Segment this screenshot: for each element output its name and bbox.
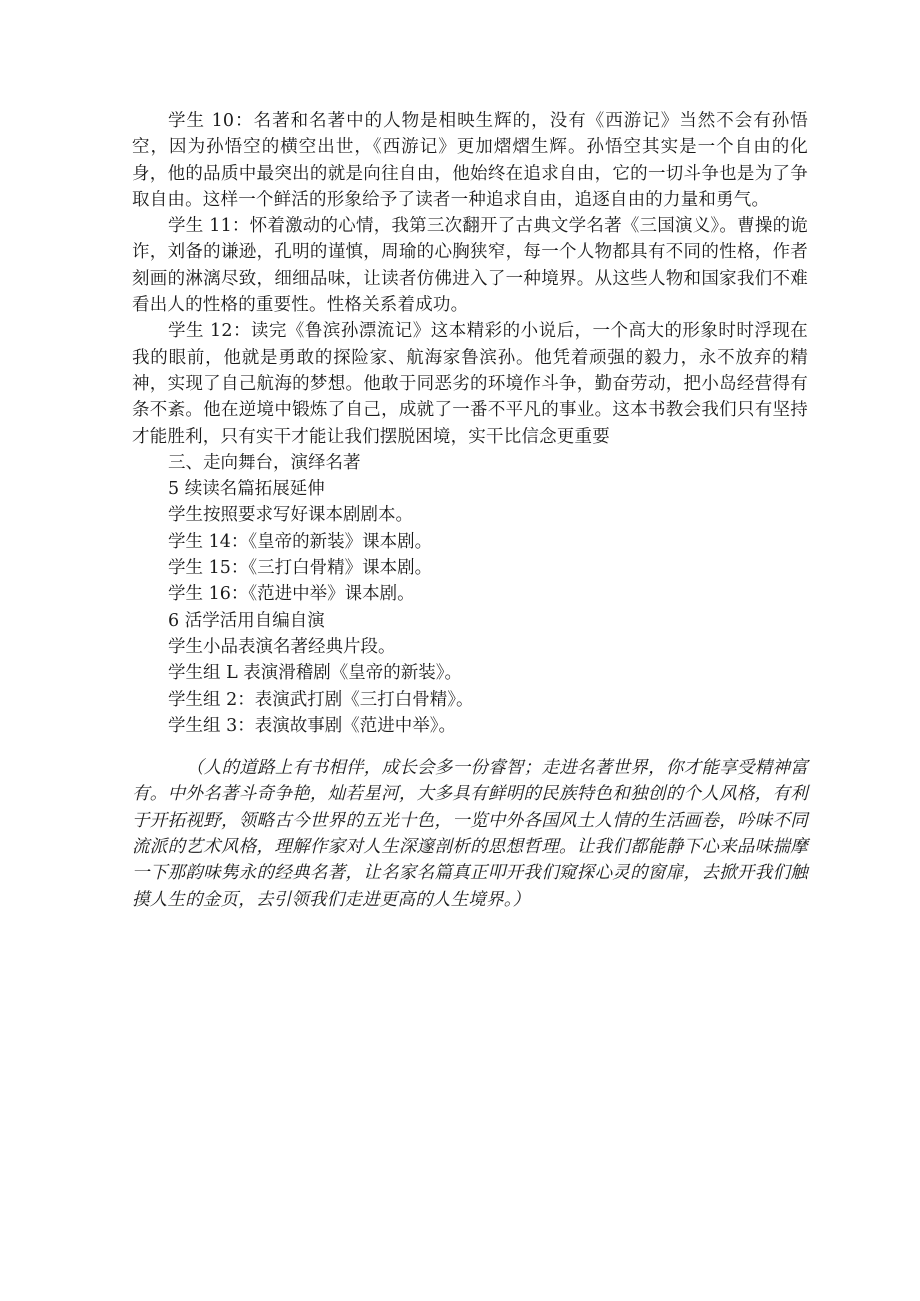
closing-paragraph: （人的道路上有书相伴，成长会多一份睿智；走进名著世界，你才能享受精神富有。中外名著斗奇争艳，灿若星河，大多具有鲜明的民族特色和独创的个人风格，有利于开拓视野，领略古今世界的五光十色，一览中外各国风土人情的生活画卷，吟味不同流派的艺术风格，理解作家对人生深邃剖析的思想哲理。让我们都能静下心来品味揣摩一下那韵味隽永的经典名著，让名家名篇真正叩开我们窥探心灵的窗扉，去掀开我们触摸人生的金页，去引领我们走进更高的人生境界。） xyxy=(132,758,808,910)
list-item: 学生小品表演名著经典片段。 xyxy=(168,636,396,657)
document-page xyxy=(132,108,808,913)
list-item: 学生 14：《皇帝的新装》课本剧。 xyxy=(168,531,433,552)
activity-list xyxy=(132,450,808,739)
list-item: 学生 15：《三打白骨精》课本剧。 xyxy=(168,558,433,579)
list-item: 学生组 L 表演滑稽剧《皇帝的新装》。 xyxy=(168,663,462,684)
paragraph-student-12: 学生 12：读完《鲁滨孙漂流记》这本精彩的小说后，一个高大的形象时时浮现在我的眼前，他就是勇敢的探险家、航海家鲁滨孙。他凭着顽强的毅力，永不放弃的精神，实现了自己航海的梦想。他敢于同恶劣的环境作斗争，勤奋劳动，把小岛经营得有条不紊。他在逆境中锻炼了自己，成就了一番不平凡的事业。这本书教会我们只有坚持才能胜利，只有实干才能让我们摆脱困境，实干比信念更重要 xyxy=(132,321,808,447)
list-item: 5 续读名篇拓展延伸 xyxy=(168,479,325,500)
list-item: 学生 16：《范进中举》课本剧。 xyxy=(168,584,415,605)
list-item: 学生组 2：表演武打剧《三打白骨精》。 xyxy=(168,689,474,710)
list-item: 学生组 3：表演故事剧《范进中举》。 xyxy=(168,715,456,736)
paragraph-student-11: 学生 11：怀着激动的心情，我第三次翻开了古典文学名著《三国演义》。曹操的诡诈，刘备的谦逊，孔明的谨慎，周瑜的心胸狭窄，每一个人物都具有不同的性格，作者刻画的淋漓尽致，细细品味，让读者仿佛进入了一种境界。从这些人物和国家我们不难看出人的性格的重要性。性格关系着成功。 xyxy=(132,216,808,316)
list-item: 6 活学活用自编自演 xyxy=(168,610,325,631)
list-item: 学生按照要求写好课本剧剧本。 xyxy=(168,505,413,526)
section-heading: 三、走向舞台，演绎名著 xyxy=(168,452,361,473)
paragraph-student-10: 学生 10：名著和名著中的人物是相映生辉的，没有《西游记》当然不会有孙悟空，因为孙悟空的横空出世，《西游记》更加熠熠生辉。孙悟空其实是一个自由的化身，他的品质中最突出的就是向往自由，他始终在追求自由，它的一切斗争也是为了争取自由。这样一个鲜活的形象给予了读者一种追求自由，追逐自由的力量和勇气。 xyxy=(132,111,808,210)
